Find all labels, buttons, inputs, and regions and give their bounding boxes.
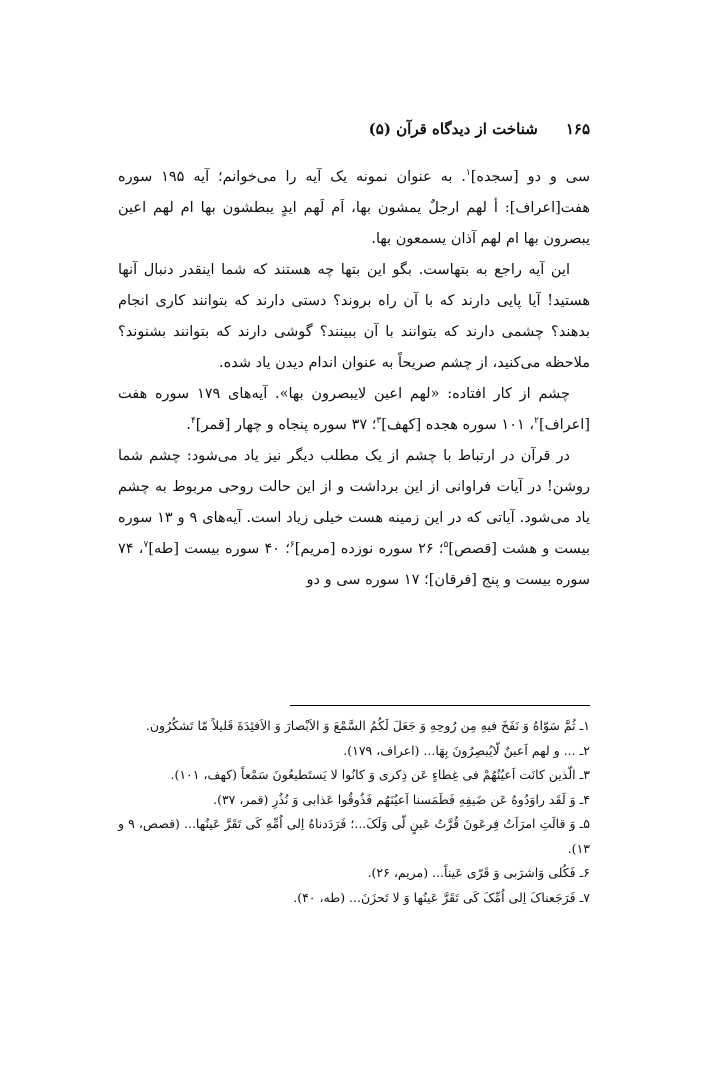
paragraph-3-text-a: چشم از کار افتاده: «لهم اعین لایبصرون بها». آیه‌های ۱۷۹ سوره هفت [اعراف] <box>118 386 590 433</box>
footnote-ref-1: ۱ <box>465 168 471 179</box>
paragraph-2: این آیه راجع به بتهاست. بگو این بتها چه هستند که شما اینقدر دنبال آنها هستید! آیا پایی دارند که با آن راه بروند؟ دستی دارند که بتوانند کاری انجام بدهند؟ چشمی دارند که بتوانند با آن ببینند؟ گوشی دارند که بتوانند بشنوند؟ ملاحظه می‌کنید، از چشم صریحاً به عنوان اندام دیدن یاد شده. <box>118 262 590 371</box>
running-header <box>110 118 590 140</box>
paragraph-3-text-c: ؛ ۳۷ سوره پنجاه و چهار [قمر] <box>195 417 377 433</box>
paragraph-4-text-d: ، ۷۴ سوره بیست و پنج [فرقان]؛ ۱۷ سوره سی و دو <box>118 541 590 588</box>
paragraph-4 <box>118 441 590 596</box>
paragraph-3-text-b: ، ۱۰۱ سوره هجده [کهف] <box>381 417 535 433</box>
header-title: شناخت از دیدگاه قرآن (۵) <box>368 120 538 138</box>
paragraph-1-text: سی و دو [سجده] <box>470 169 590 185</box>
paragraph-3 <box>118 379 590 441</box>
page-number: ۱۶۵ <box>565 120 590 138</box>
footnote-7: ۷ـ فَرَجَعناکَ اِلی اُمِّکَ کَی تَقَرَّ عَینُها وَ لا تَحزَنَ... (طه، ۴۰). <box>293 889 590 905</box>
body-text <box>118 162 590 596</box>
paragraph-1-text-b: . به عنوان نمونه یک آیه را می‌خوانم؛ آیه ۱۹۵ سوره هفت[اعراف]: أ لهم ارجلٌ یمشون بها، اَم لَهم ایدٍ یبطشون بها ام لهم اعین یبصرون بها ام لهم آذان یسمعون بها. <box>118 169 590 247</box>
footnote-ref-2: ۲ <box>534 416 539 427</box>
footnotes <box>118 714 590 910</box>
footnote-ref-7: ۷ <box>143 540 149 551</box>
paragraph-4-text-b: ؛ ۲۶ سوره نوزده [مریم] <box>294 541 444 557</box>
paragraph-1 <box>118 162 590 255</box>
paragraph-4-text-c: ؛ ۴۰ سوره بیست [طه] <box>148 541 290 557</box>
footnote-2: ۲ـ ... و لهم اَعینٌ لّایُبصِرُونَ بِهَا... (اعراف، ۱۷۹). <box>343 742 590 758</box>
footnote-separator <box>290 705 590 706</box>
footnote-ref-6: ۶ <box>289 540 295 551</box>
footnote-3: ۳ـ الّذین کانَت اَعیُنُهُمْ فی غِطاءٍ عَن ذِکری وَ کانُوا لا یَستَطیعُونَ سَمْعاً (کهف، ۱۰۱). <box>170 767 590 782</box>
paragraph-3-text-d: . <box>186 417 191 433</box>
paragraph-4-text-a: در قرآن در ارتباط با چشم از یک مطلب دیگر نیز یاد می‌شود: چشم شما روشن! در آیات فراوانی از این برداشت و از این حالت روحی مربوط به چشم یاد می‌شود. آیاتی که در این زمینه هست خیلی زیاد است. آیه‌های ۹ و ۱۳ سوره بیست و هشت [قصص] <box>118 448 591 557</box>
footnote-ref-5: ۵ <box>443 540 449 551</box>
footnote-ref-3: ۳ <box>376 416 382 427</box>
footnote-6: ۶ـ فَکُلی وَاشرَبی وَ قَرّی عَیناً... (مریم، ۲۶). <box>367 865 590 880</box>
footnote-5: ۵ـ وَ قالَتِ امرَاَتُ فِرعَونَ قُرَّتُ عَینٍ لّی وَلَکَ...؛ فَرَدَدناهُ اِلی اُمِّهِ کَی تَقَرَّ عَینُها... (قصص، ۹ و ۱۳). <box>118 816 590 856</box>
footnote-ref-4: ۴ <box>190 416 196 427</box>
footnote-1: ۱ـ ثُمَّ سَوّاهُ وَ نَفَخَ فیهِ مِن رُوحِهِ وَ جَعَلَ لَکُمُ السَّمْعَ وَ الاَبْصارَ وَ الاَفئِدَةَ قَلیلاً مّا تَشکُرُون. <box>145 718 590 733</box>
footnote-4: ۴ـ وَ لَقَد راوَدُوهُ عَن ضَیفِهِ فَطَمَسنا اَعیُنَهُم فَذُوقُوا عَذابی وَ نُذُرِ (قمر، ۳۷). <box>213 791 590 807</box>
